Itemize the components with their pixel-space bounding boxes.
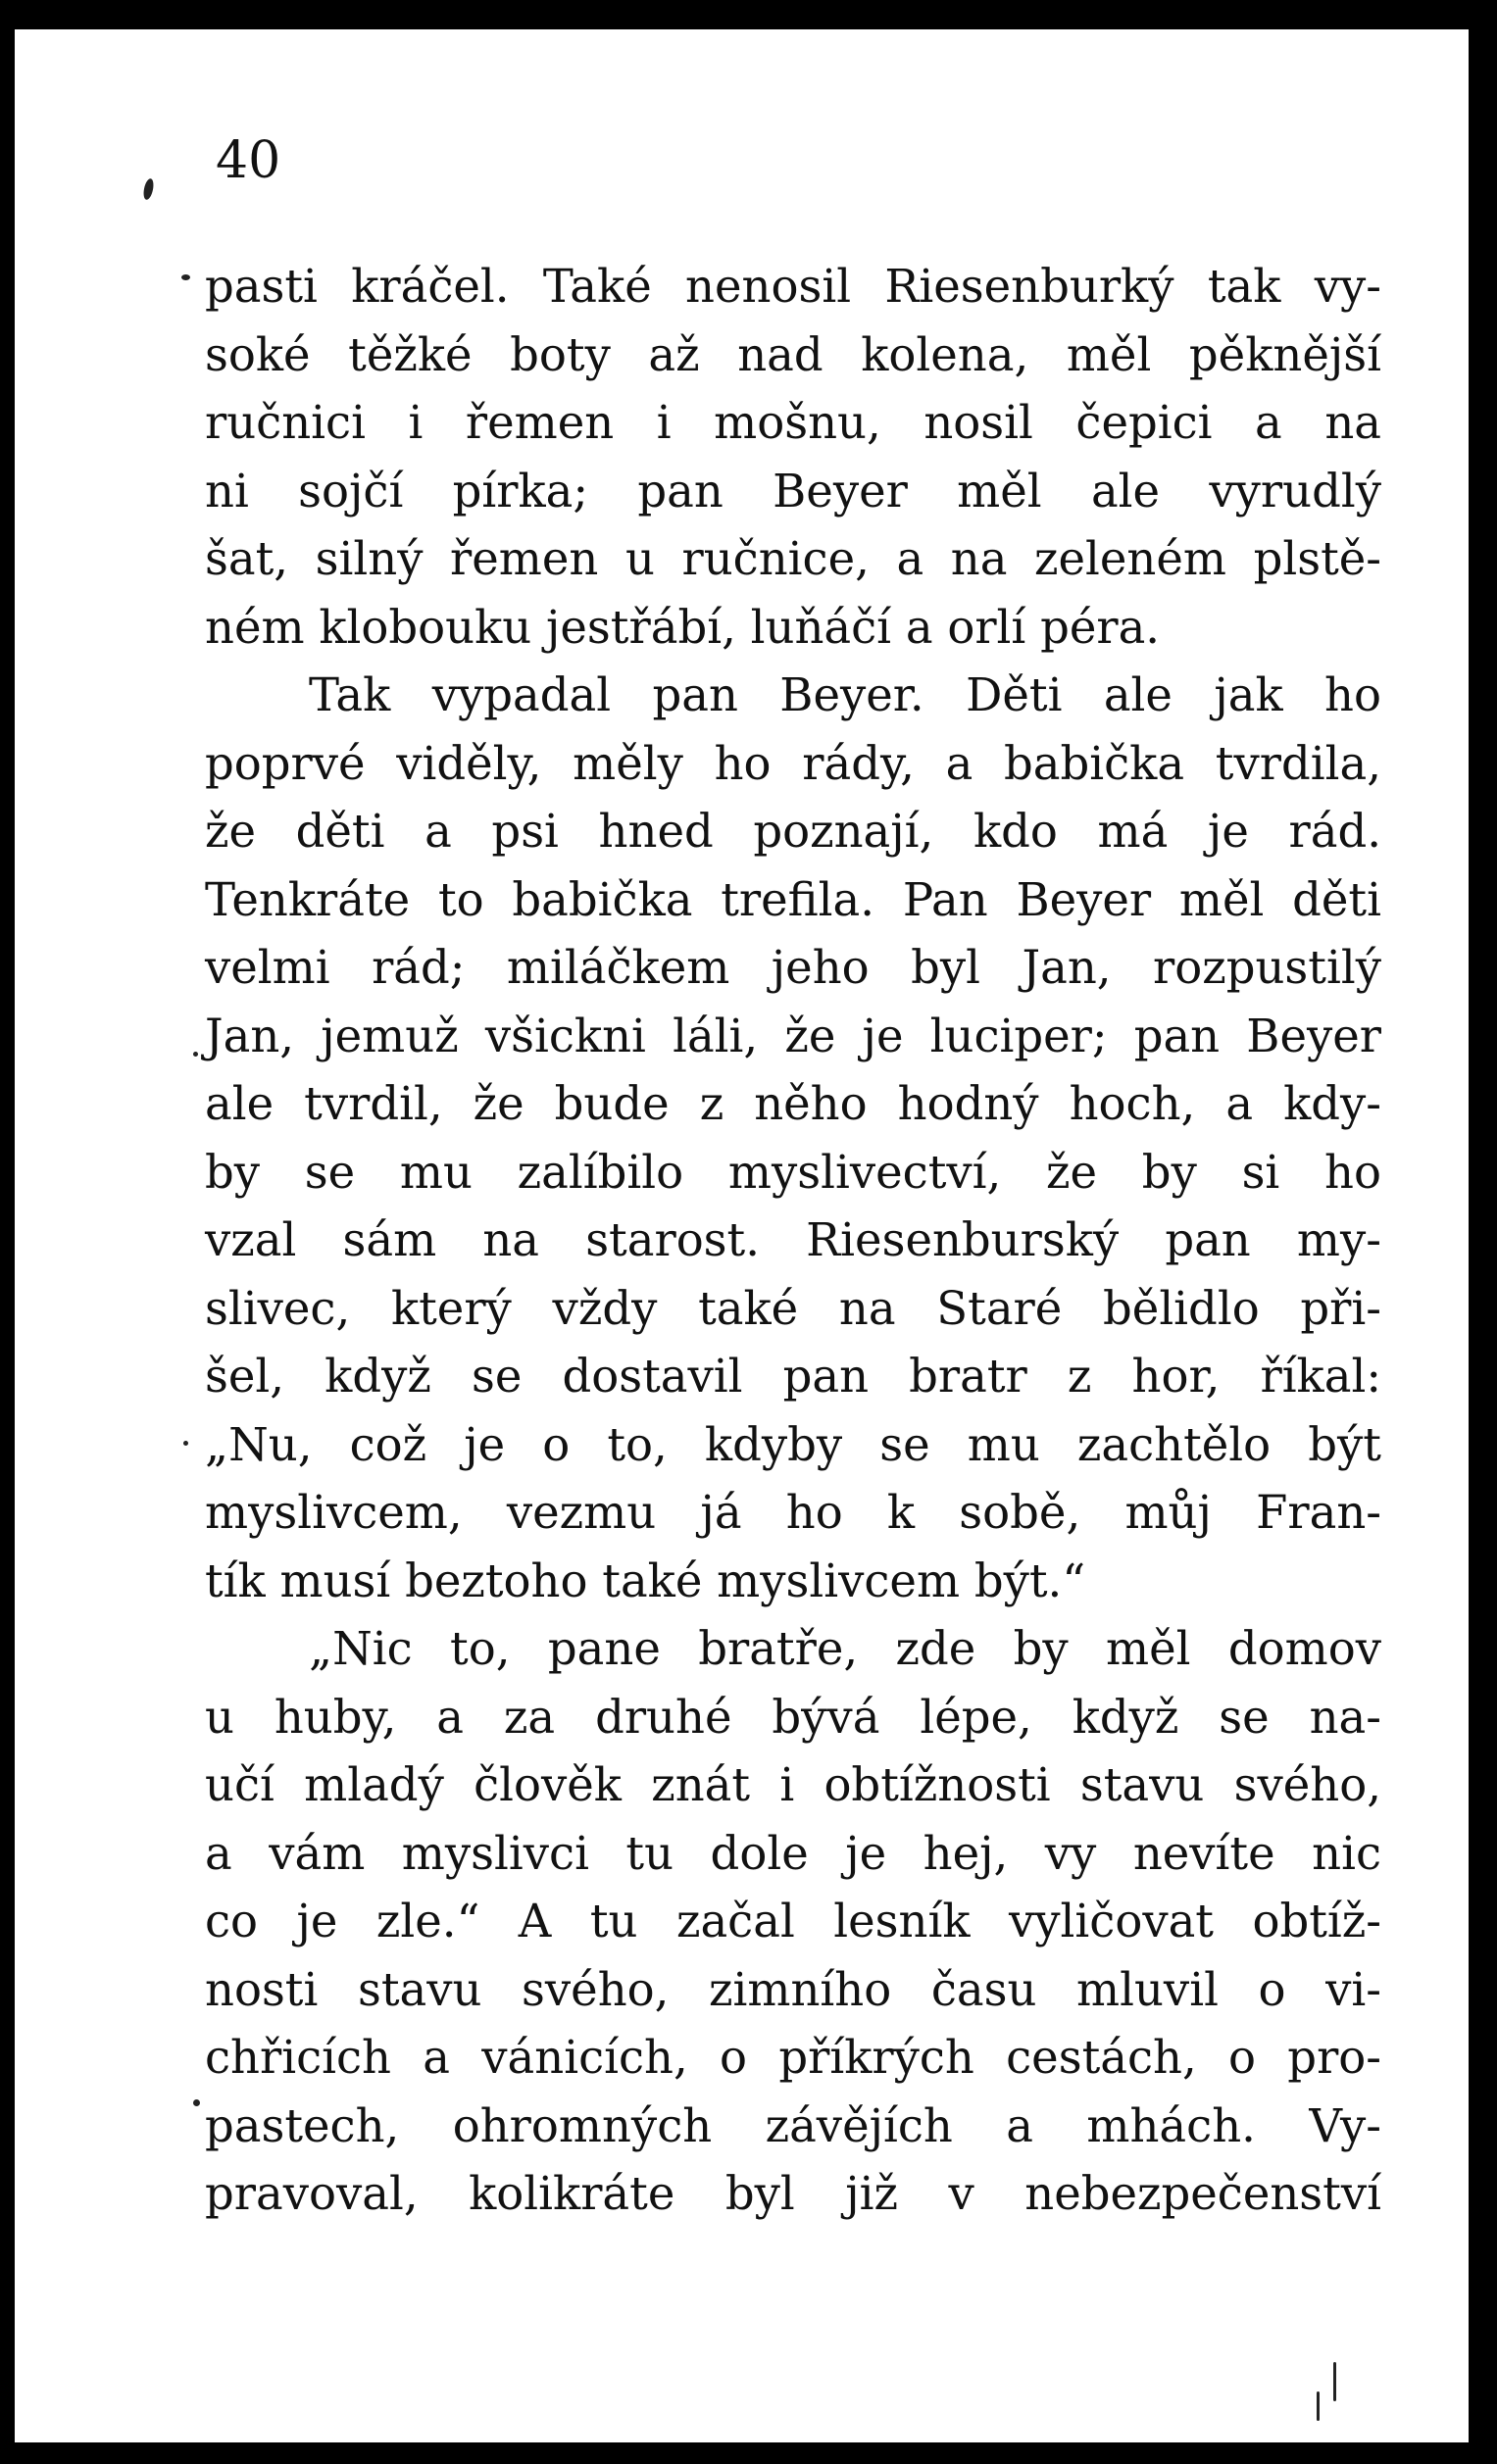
text-line: co je zle.“ A tu začal lesník vyličovat obtíž- — [205, 1895, 1381, 1947]
text-line: a vám myslivci tu dole je hej, vy nevíte nic — [205, 1826, 1381, 1880]
text-line: ném klobouku jestřábí, luňáčí a orlí péra. — [205, 600, 1161, 654]
text-line: pasti kráčel. Také nenosil Riesenburký tak vy- — [205, 260, 1381, 313]
text-line: myslivcem, vezmu já ho k sobě, můj Fran- — [205, 1486, 1381, 1539]
text-line: ni sojčí pírka; pan Beyer měl ale vyrudlý — [205, 464, 1381, 517]
body-text — [205, 253, 1381, 2229]
page-number: 40 — [216, 131, 281, 190]
text-line: vzal sám na starost. Riesenburský pan my- — [205, 1213, 1381, 1266]
text-line: pravoval, kolikráte byl již v nebezpečenství — [205, 2167, 1381, 2220]
ink-speck — [142, 177, 155, 200]
text-line: chřicích a vánicích, o příkrých cestách, o pro- — [205, 2031, 1381, 2084]
ink-speck — [193, 2099, 200, 2106]
text-line: poprvé viděly, měly ho rády, a babička tvrdila, — [205, 736, 1381, 790]
text-line: že děti a psi hned poznají, kdo má je rád. — [205, 805, 1381, 858]
book-page — [15, 29, 1469, 2442]
paragraph-first-line: Tak vypadal pan Beyer. Děti ale jak ho — [309, 668, 1381, 721]
text-line: soké těžké boty až nad kolena, měl pěknější — [205, 327, 1381, 381]
text-line: tík musí beztoho také myslivcem být.“ — [205, 1553, 1086, 1607]
text-line: velmi rád; miláčkem jeho byl Jan, rozpustilý — [205, 941, 1381, 994]
text-line: Jan, jemuž všickni láli, že je luciper; pan Beyer — [205, 1009, 1381, 1062]
text-line: šat, silný řemen u ručnice, a na zeleném plstě- — [205, 532, 1381, 585]
ink-speck — [183, 1441, 188, 1446]
text-line: nosti stavu svého, zimního času mluvil o vi- — [205, 1962, 1381, 2016]
text-line: ručnici i řemen i mošnu, nosil čepici a na — [205, 396, 1381, 449]
text-line: by se mu zalíbilo myslivectví, že by si ho — [205, 1145, 1381, 1199]
ink-speck — [181, 274, 190, 280]
text-line: pastech, ohromných závějích a mhách. Vy- — [205, 2098, 1381, 2152]
text-line: „Nu, což je o to, kdyby se mu zachtělo být — [205, 1417, 1381, 1471]
text-line: ale tvrdil, že bude z něho hodný hoch, a kdy- — [205, 1077, 1381, 1130]
text-line: učí mladý člověk znát i obtížnosti stavu svého, — [205, 1758, 1381, 1811]
ink-speck — [193, 1052, 198, 1057]
paragraph-first-line: „Nic to, pane bratře, zde by měl domov — [309, 1622, 1381, 1675]
text-line: Tenkráte to babička trefila. Pan Beyer měl děti — [205, 872, 1381, 926]
ink-speck — [1333, 2362, 1336, 2401]
text-line: u huby, a za druhé bývá lépe, když se na- — [205, 1690, 1381, 1744]
text-line: šel, když se dostavil pan bratr z hor, říkal: — [205, 1350, 1381, 1403]
ink-speck — [1317, 2391, 1320, 2421]
text-line: slivec, který vždy také na Staré bělidlo při- — [205, 1281, 1381, 1335]
